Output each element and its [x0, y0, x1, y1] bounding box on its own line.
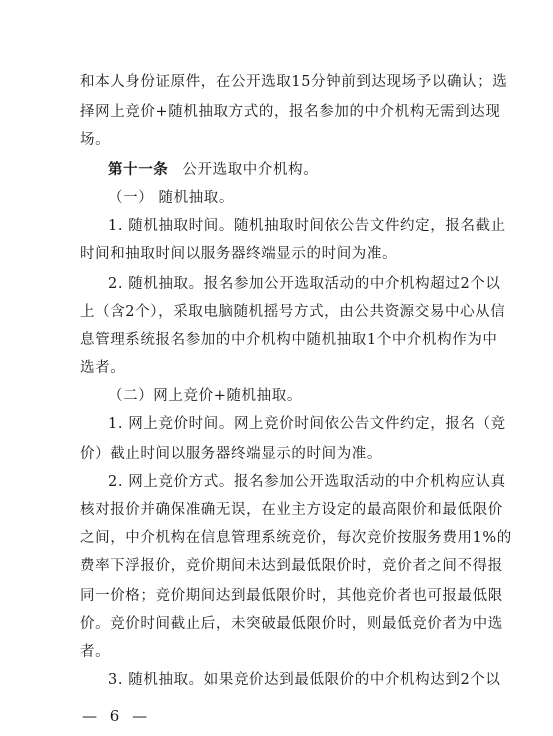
section-heading: （二）网上竞价+随机抽取。 [108, 388, 302, 404]
text-line: 时间和抽取时间以服务器终端显示的时间为准。 [80, 246, 398, 262]
text-line: 同一价格；竞价期间达到最低限价时，其他竞价者也可报最低限 [80, 588, 503, 604]
text-line: 上（含2个），采取电脑随机摇号方式，由公共资源交易中心从信 [80, 304, 506, 320]
text-line: 1. 随机抽取时间。随机抽取时间依公告文件约定，报名截止 [108, 218, 506, 234]
text-line: 核对报价并确保准确无误，在业主方设定的最高限价和最低限价 [80, 502, 503, 518]
article-number: 第十一条 [108, 161, 169, 178]
text-line: 费率下浮报价，竞价期间未达到最低限价时，竞价者之间不得报 [80, 558, 503, 574]
text-line: 3. 随机抽取。如果竞价达到最低限价的中介机构达到2个以 [108, 672, 501, 688]
text-line: 者。 [80, 644, 111, 660]
text-line: 择网上竞价+随机抽取方式的，报名参加的中介机构无需到达现 [80, 104, 501, 120]
text-line: 之间，中介机构在信息管理系统竞价，每次竞价按服务费用1%的 [80, 530, 512, 546]
text-line: 选者。 [80, 360, 126, 376]
text-line: 价。竞价时间截止后，未突破最低限价时，则最低竞价者为中选 [80, 616, 503, 632]
text-line: 2. 随机抽取。报名参加公开选取活动的中介机构超过2个以 [108, 276, 501, 292]
text-line: 场。 [80, 132, 111, 148]
text-line: 价）截止时间以服务器终端显示的时间为准。 [80, 446, 382, 462]
text-line: 2. 网上竞价方式。报名参加公开选取活动的中介机构应认真 [108, 474, 506, 490]
text-line: 息管理系统报名参加的中介机构中随机抽取1个中介机构作为中 [80, 332, 498, 348]
text-line: 1. 网上竞价时间。网上竞价时间依公告文件约定，报名（竞 [108, 416, 506, 432]
article-heading-line [108, 160, 508, 180]
section-heading: （一） 随机抽取。 [108, 190, 235, 206]
article-title: 公开选取中介机构。 [182, 162, 319, 178]
page-number: — 6 — [82, 707, 152, 725]
text-line: 和本人身份证原件，在公开选取15分钟前到达现场予以确认；选 [80, 74, 508, 90]
